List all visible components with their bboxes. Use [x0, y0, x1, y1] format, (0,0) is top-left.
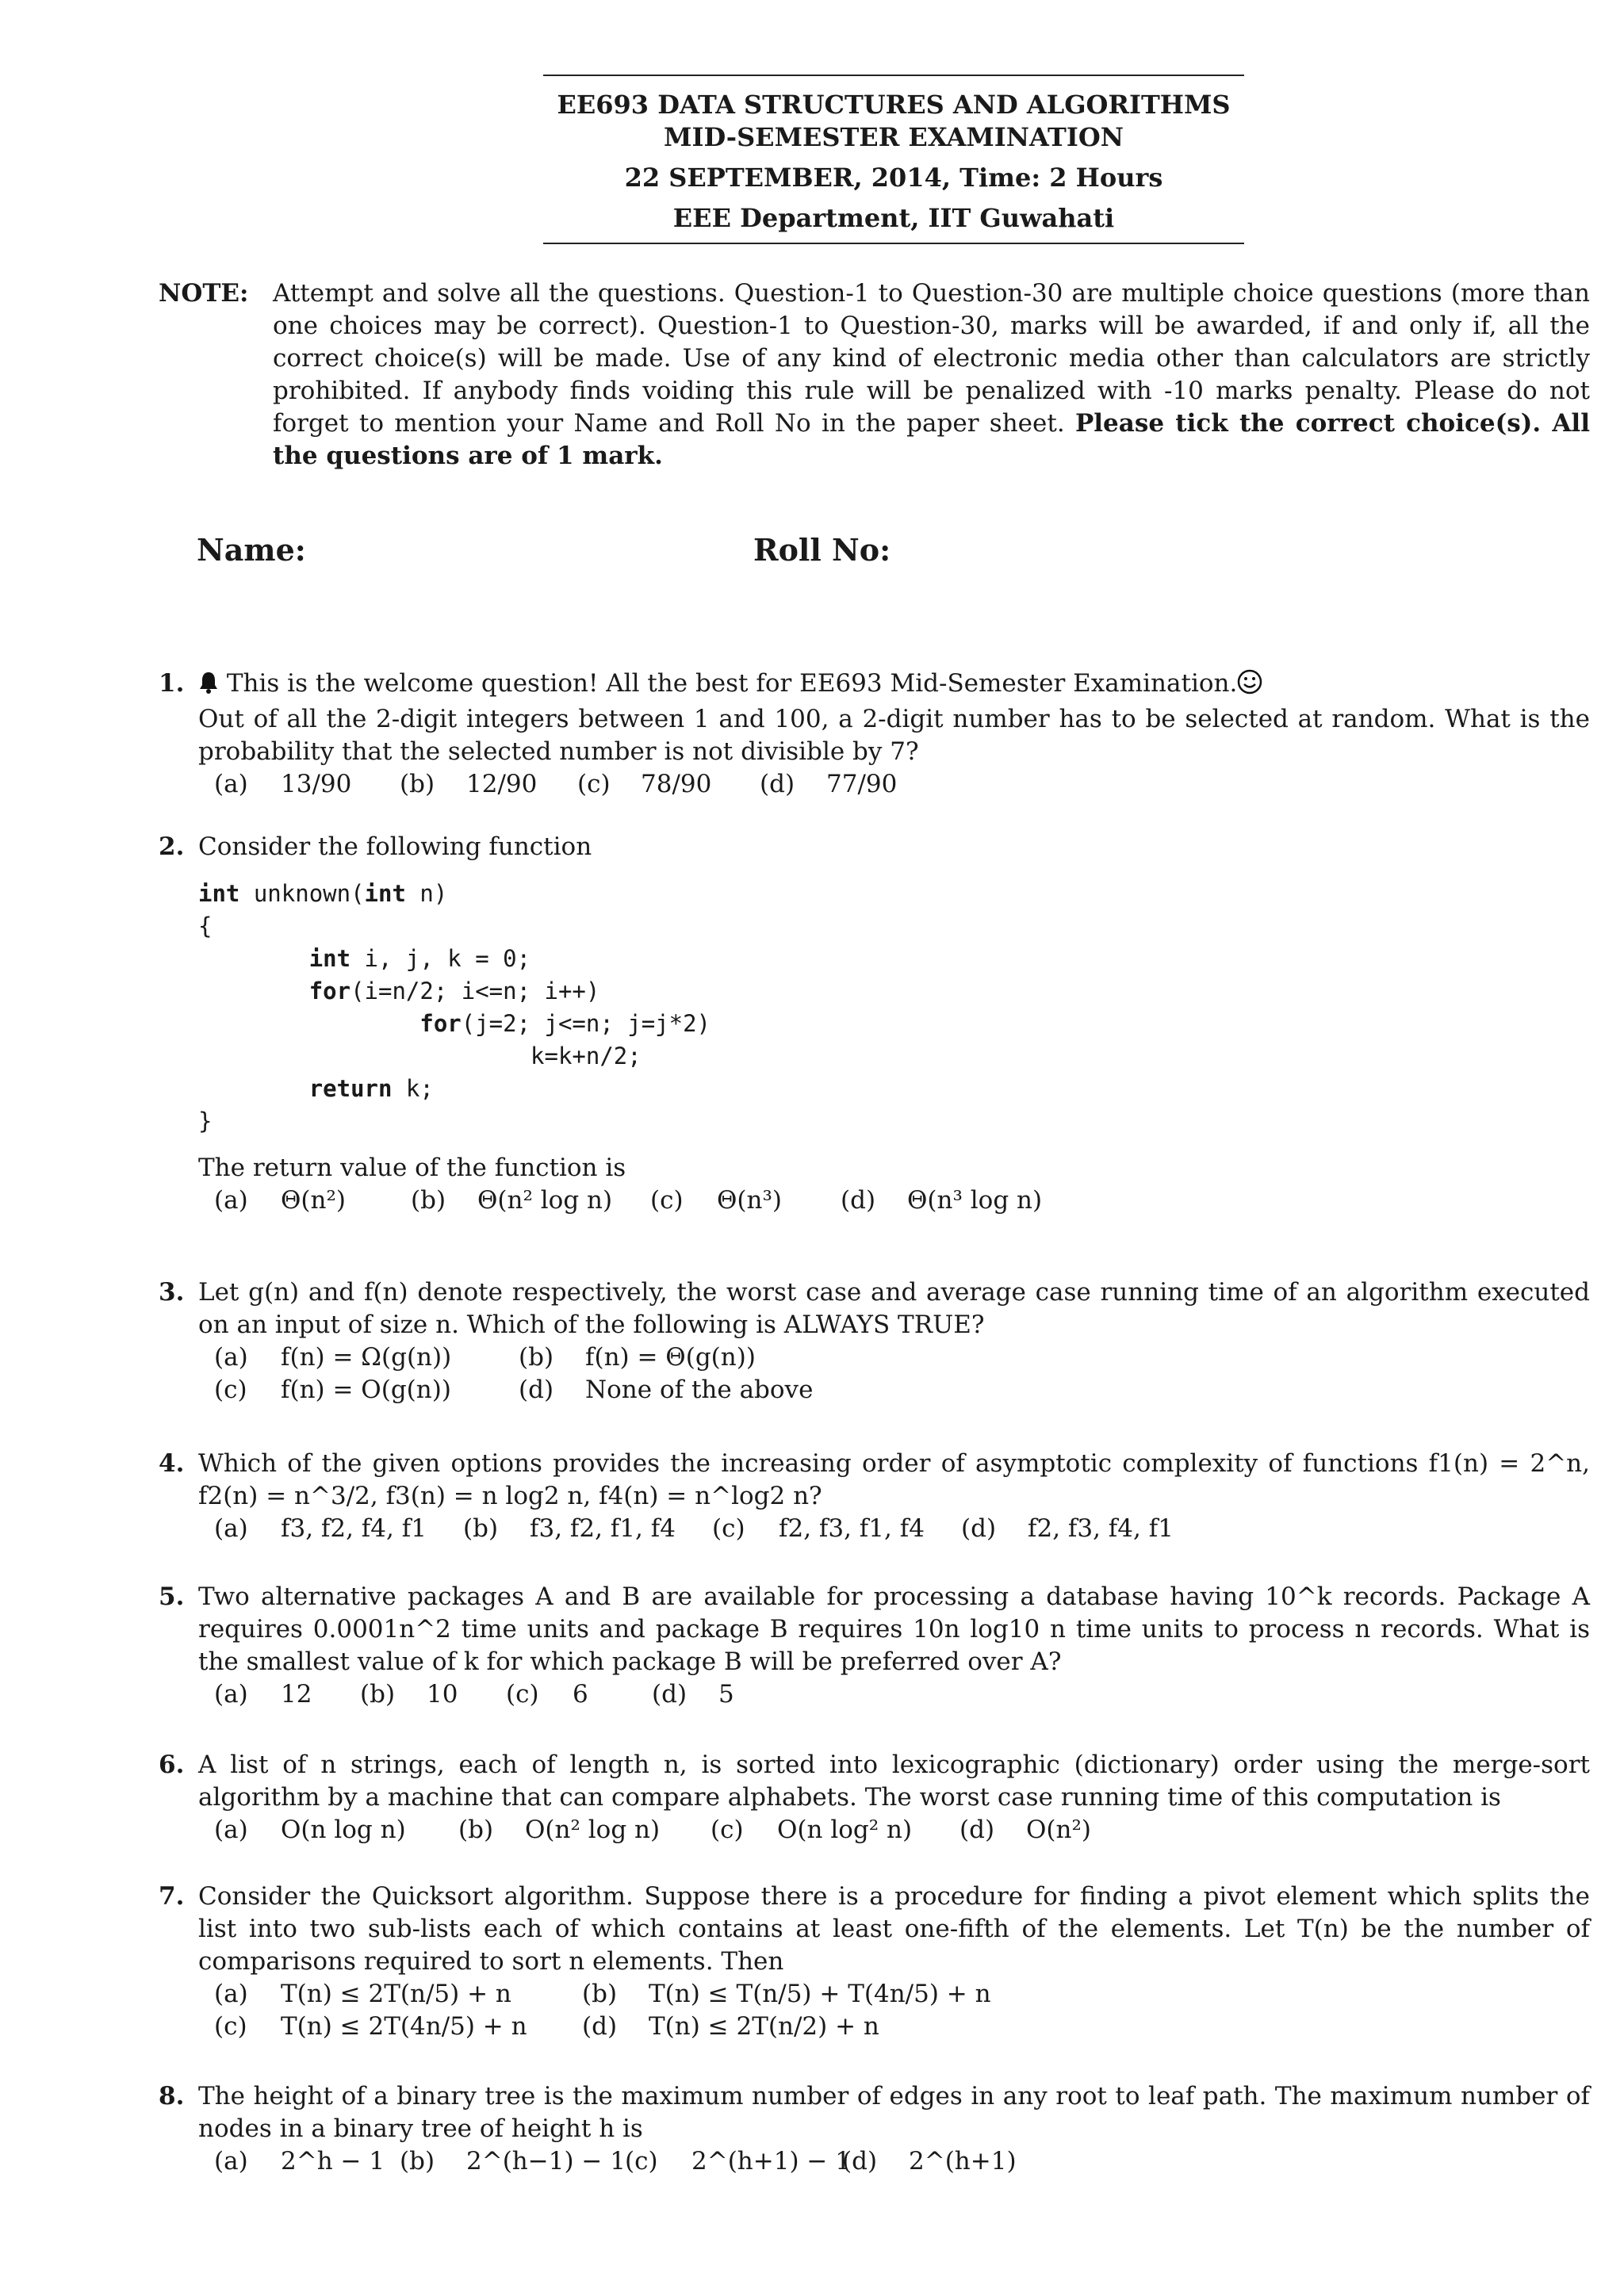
question-number: 1. — [159, 669, 185, 698]
welcome-line: This is the welcome question! All the best for EE693 Mid-Semester Examination. — [226, 669, 1238, 698]
question-2 — [159, 831, 1590, 1217]
options — [214, 1678, 1590, 1711]
question-number: 7. — [159, 1882, 185, 1911]
option-label: (d) — [959, 1816, 995, 1844]
question-text: Which of the given options provides the increasing order of asymptotic complexity of functions f1(n) = 2^n, f2(n) = n^3/2, f3(n) = n log2 n, f4(n) = n^log2 n? — [198, 1449, 1590, 1510]
options-row-2 — [214, 1374, 1590, 1406]
note-text — [273, 277, 1590, 473]
bell-icon — [198, 671, 219, 703]
question-6 — [159, 1749, 1590, 1846]
option-label: (a) — [214, 1186, 248, 1215]
option-label: (c) — [712, 1514, 745, 1543]
question-text: Consider the Quicksort algorithm. Suppose there is a procedure for finding a pivot element which splits the list into two sub-lists each of which contains at least one-fifth of the elements. Let T(n) be the number of comparisons required to sort n elements. Then — [198, 1882, 1590, 1976]
question-3 — [159, 1276, 1590, 1406]
options — [214, 1978, 1590, 2011]
option-a[interactable]: f3, f2, f4, f1 — [281, 1514, 427, 1543]
option-label: (b) — [400, 2147, 435, 2175]
option-label: (d) — [760, 770, 795, 798]
options — [214, 1814, 1590, 1846]
options — [214, 768, 1590, 801]
option-a[interactable]: f(n) = Ω(g(n)) — [281, 1343, 452, 1372]
option-d[interactable]: f2, f3, f4, f1 — [1028, 1514, 1174, 1543]
option-a[interactable]: Θ(n²) — [281, 1186, 346, 1215]
option-label: (c) — [710, 1816, 744, 1844]
option-label: (b) — [411, 1186, 446, 1215]
course-title: EE693 DATA STRUCTURES AND ALGORITHMS — [557, 90, 1231, 120]
note-body: Attempt and solve all the questions. Question-1 to Question-30 are multiple choice questions (more than one choices may be correct). Question-1 to Question-30, marks will be awarded, if and only if, all the correct choice(s) will be made. Use of any kind of electronic media other than calculators are strictly prohibited. If anybody finds voiding this rule will be penalized with -10 marks penalty. Please do not forget to mention your Name and Roll No in the paper sheet. — [273, 279, 1590, 438]
option-label: (a) — [214, 1980, 248, 2008]
option-d[interactable]: 5 — [718, 1680, 734, 1709]
smiley-icon — [1237, 669, 1262, 703]
option-label: (b) — [400, 770, 435, 798]
options — [214, 1341, 1590, 1374]
question-number: 8. — [159, 2082, 185, 2110]
option-label: (d) — [652, 1680, 688, 1709]
question-text: Two alternative packages A and B are available for processing a database having 10^k records. Package A requires 0.0001n^2 time units and package B requires 10n log10 n time units to process n records. What is the smallest value of k for which package B will be preferred over A? — [198, 1582, 1590, 1676]
options — [214, 1513, 1590, 1545]
question-number: 5. — [159, 1582, 185, 1611]
option-a[interactable]: T(n) ≤ 2T(n/5) + n — [281, 1980, 511, 2008]
option-label: (d) — [582, 2012, 618, 2041]
instructions-note — [159, 277, 1590, 473]
option-b[interactable]: T(n) ≤ T(n/5) + T(4n/5) + n — [649, 1980, 991, 2008]
question-text — [198, 668, 1590, 768]
option-label: (c) — [214, 2012, 247, 2041]
question-number: 6. — [159, 1751, 185, 1779]
option-a[interactable]: 12 — [281, 1680, 312, 1709]
options — [214, 2145, 1590, 2178]
option-label: (c) — [506, 1680, 539, 1709]
option-b[interactable]: 10 — [427, 1680, 458, 1709]
option-c[interactable]: f2, f3, f1, f4 — [779, 1514, 925, 1543]
option-label: (a) — [214, 1816, 248, 1844]
question-text: Consider the following function — [198, 832, 592, 861]
option-b[interactable]: O(n² log n) — [525, 1816, 661, 1844]
question-number: 3. — [159, 1278, 185, 1307]
option-a[interactable]: 13/90 — [281, 770, 352, 798]
question-1 — [159, 668, 1590, 801]
option-label: (d) — [519, 1376, 554, 1404]
option-b[interactable]: 12/90 — [466, 770, 538, 798]
option-c[interactable]: T(n) ≤ 2T(4n/5) + n — [281, 2012, 527, 2041]
option-c[interactable]: Θ(n³) — [717, 1186, 782, 1215]
option-d[interactable]: Θ(n³ log n) — [907, 1186, 1043, 1215]
question-followup: The return value of the function is — [198, 1154, 626, 1182]
options-row-2 — [214, 2011, 1590, 2043]
question-number: 2. — [159, 832, 185, 861]
option-label: (a) — [214, 1680, 248, 1709]
note-bold: Please tick the correct choice(s). All the questions are of 1 mark. — [273, 409, 1590, 470]
name-field-label: Name: — [197, 532, 306, 568]
note-label: NOTE: — [159, 279, 249, 308]
option-label: (b) — [463, 1514, 499, 1543]
question-text: The height of a binary tree is the maximum number of edges in any root to leaf path. The maximum number of nodes in a binary tree of height h is — [198, 2082, 1590, 2143]
option-label: (d) — [841, 1186, 876, 1215]
option-c[interactable]: 6 — [573, 1680, 588, 1709]
option-label: (d) — [961, 1514, 997, 1543]
question-text: A list of n strings, each of length n, is sorted into lexicographic (dictionary) order using the merge-sort algorithm by a machine that can compare alphabets. The worst case running time of this computation is — [198, 1751, 1590, 1812]
question-8 — [159, 2080, 1590, 2178]
option-b[interactable]: Θ(n² log n) — [477, 1186, 613, 1215]
option-a[interactable]: O(n log n) — [281, 1816, 406, 1844]
option-d[interactable]: 2^(h+1) — [909, 2147, 1017, 2175]
option-d[interactable]: T(n) ≤ 2T(n/2) + n — [649, 2012, 879, 2041]
option-label: (a) — [214, 2147, 248, 2175]
option-label: (b) — [519, 1343, 554, 1372]
question-5 — [159, 1581, 1590, 1711]
option-d[interactable]: 77/90 — [826, 770, 898, 798]
code-block: int unknown(int n) { int i, j, k = 0; for(i=n/2; i<=n; i++) for(j=2; j<=n; j=j*2) k=k+n/2; return k; } — [198, 880, 711, 1135]
option-a[interactable]: 2^h − 1 — [281, 2147, 385, 2175]
option-c[interactable]: 78/90 — [641, 770, 712, 798]
option-d[interactable]: O(n²) — [1026, 1816, 1091, 1844]
option-label: (a) — [214, 1343, 248, 1372]
header-top-rule — [543, 75, 1244, 76]
exam-title: MID-SEMESTER EXAMINATION — [664, 122, 1124, 152]
option-label: (b) — [582, 1980, 618, 2008]
question-number: 4. — [159, 1449, 185, 1478]
department: EEE Department, IIT Guwahati — [672, 203, 1115, 233]
header-bottom-rule — [543, 243, 1244, 244]
option-label: (a) — [214, 770, 248, 798]
question-7 — [159, 1881, 1590, 2043]
option-label: (b) — [360, 1680, 396, 1709]
options — [214, 1184, 1590, 1217]
option-label: (d) — [842, 2147, 878, 2175]
option-d[interactable]: None of the above — [585, 1376, 814, 1404]
exam-date-time: 22 SEPTEMBER, 2014, Time: 2 Hours — [624, 163, 1163, 193]
option-c[interactable]: 2^(h+1) − 1 — [691, 2147, 851, 2175]
option-label: (c) — [577, 770, 611, 798]
option-label: (b) — [458, 1816, 494, 1844]
option-label: (c) — [625, 2147, 658, 2175]
question-4 — [159, 1448, 1590, 1545]
roll-no-field-label: Roll No: — [753, 532, 891, 568]
option-c[interactable]: O(n log² n) — [777, 1816, 913, 1844]
question-text: Let g(n) and f(n) denote respectively, the worst case and average case running time of an algorithm executed on an input of size n. Which of the following is ALWAYS TRUE? — [198, 1278, 1590, 1339]
option-c[interactable]: f(n) = O(g(n)) — [281, 1376, 451, 1404]
option-label: (a) — [214, 1514, 248, 1543]
option-b[interactable]: 2^(h−1) − 1 — [466, 2147, 626, 2175]
option-b[interactable]: f(n) = Θ(g(n)) — [585, 1343, 756, 1372]
option-label: (c) — [650, 1186, 684, 1215]
option-label: (c) — [214, 1376, 247, 1404]
question-body: Out of all the 2-digit integers between 1 and 100, a 2-digit number has to be selected at random. What is the probability that the selected number is not divisible by 7? — [198, 705, 1590, 766]
option-b[interactable]: f3, f2, f1, f4 — [530, 1514, 676, 1543]
